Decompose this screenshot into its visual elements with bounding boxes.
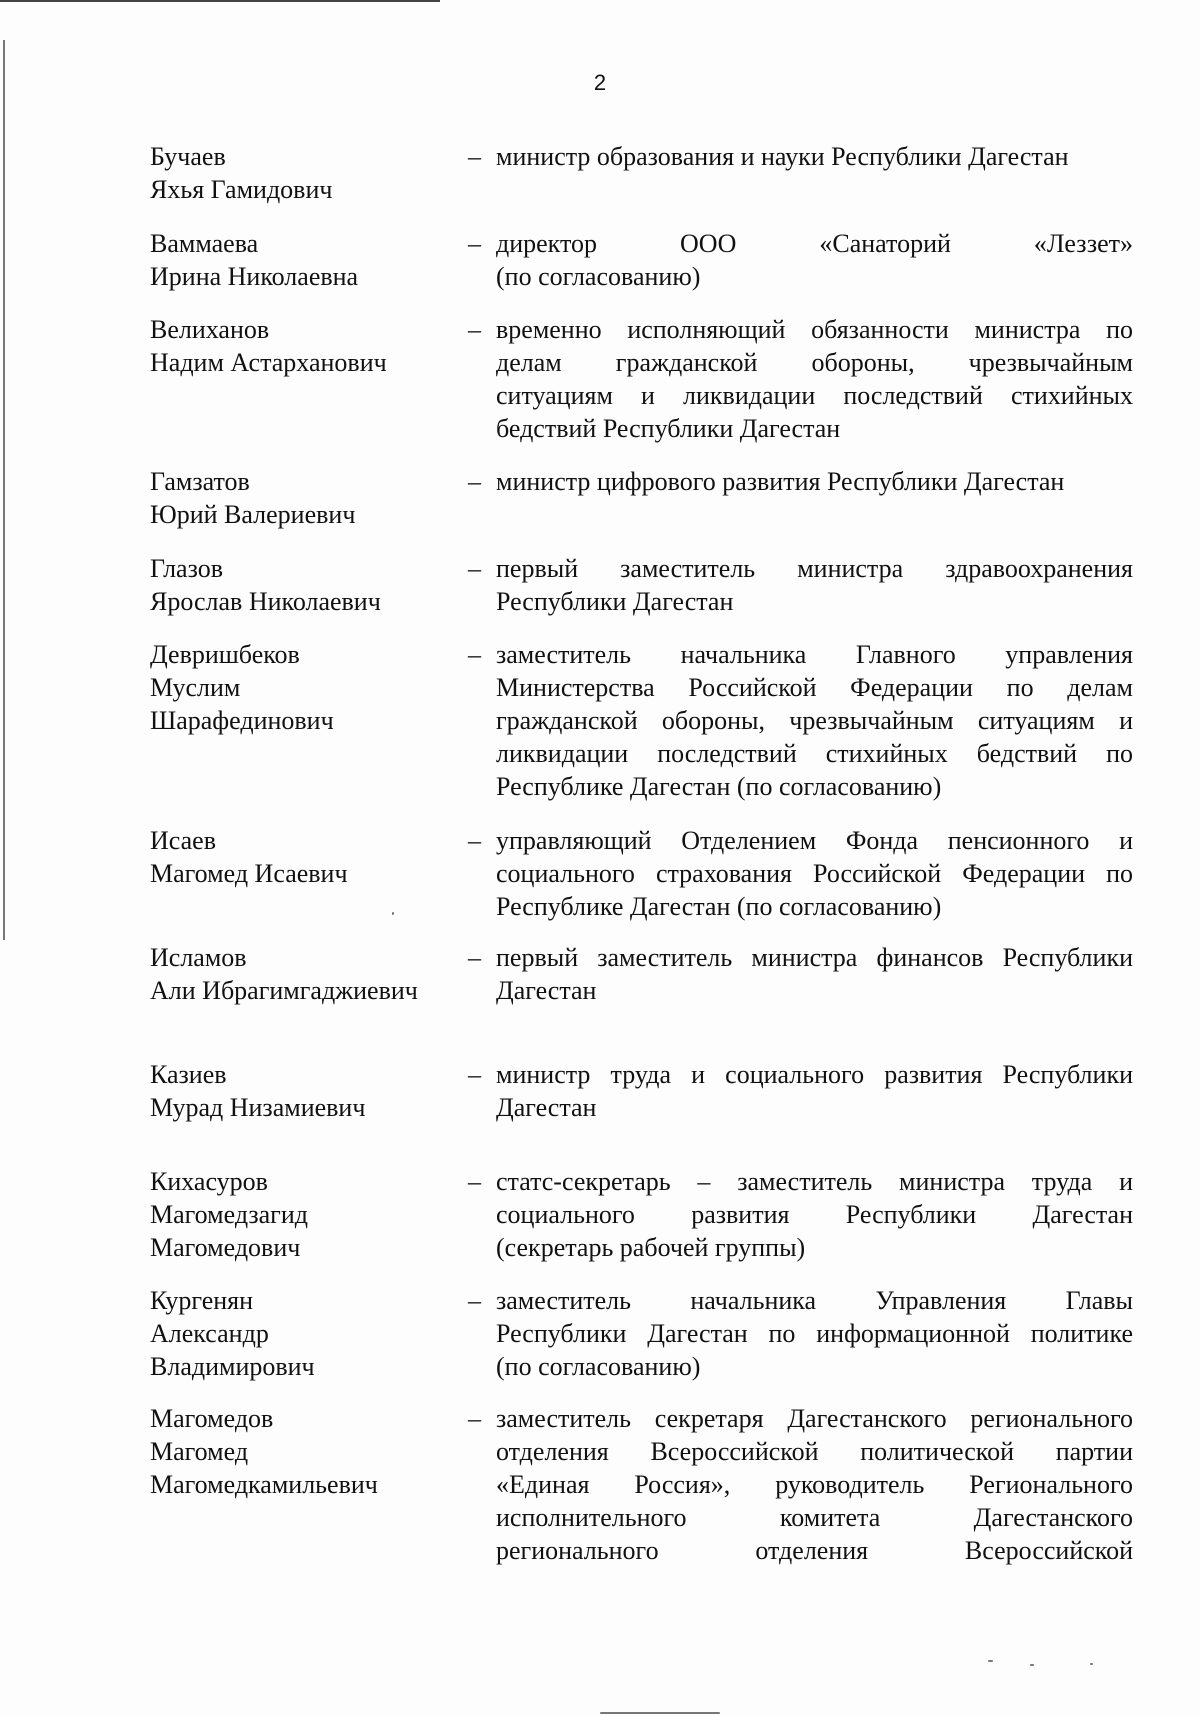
member-name-line: Магомедкамильевич bbox=[150, 1470, 378, 1499]
member-name-line: Казиев bbox=[150, 1060, 227, 1089]
member-position-line: Дагестан bbox=[496, 1093, 597, 1122]
member-position-line: ликвидации последствий стихийных бедствий по bbox=[496, 739, 1133, 768]
member-name bbox=[150, 140, 450, 206]
member-position-line: заместитель начальника Управления Главы bbox=[496, 1286, 1133, 1315]
member-position-line: делам гражданской обороны, чрезвычайным bbox=[496, 348, 1133, 377]
member-name-line: Велиханов bbox=[150, 315, 270, 344]
member-position-line: гражданской обороны, чрезвычайным ситуациям и bbox=[496, 706, 1133, 735]
member-position-line: (по согласованию) bbox=[496, 1352, 701, 1381]
member-name bbox=[150, 313, 450, 379]
scan-speck bbox=[392, 912, 394, 915]
scan-speck bbox=[600, 1712, 720, 1714]
member-position-line: социального страхования Российской Федерации по bbox=[496, 859, 1133, 888]
member-position-line: заместитель секретаря Дагестанского регионального bbox=[496, 1404, 1133, 1433]
member-position-line: (по согласованию) bbox=[496, 262, 701, 291]
member-name-line: Исаев bbox=[150, 826, 216, 855]
member-position-line: регионального отделения Всероссийской bbox=[496, 1536, 1133, 1565]
dash-separator: – bbox=[468, 1286, 481, 1315]
member-position-line: (секретарь рабочей группы) bbox=[496, 1233, 806, 1262]
member-name-line: Ирина Николаевна bbox=[150, 262, 359, 291]
scan-left-edge bbox=[3, 40, 5, 940]
member-name bbox=[150, 552, 450, 618]
member-position-line: первый заместитель министра здравоохранения bbox=[496, 554, 1133, 583]
dash-separator: – bbox=[468, 142, 481, 171]
member-position bbox=[496, 824, 1133, 923]
member-position-line: Дагестан bbox=[496, 976, 597, 1005]
scan-speck bbox=[1090, 1663, 1093, 1665]
member-name-line: Юрий Валериевич bbox=[150, 500, 356, 529]
member-name-line: Магомедзагид bbox=[150, 1200, 308, 1229]
member-name-line: Ваммаева bbox=[150, 229, 259, 258]
member-position-line: социального развития Республики Дагестан bbox=[496, 1200, 1133, 1229]
member-position bbox=[496, 140, 1133, 173]
member-name bbox=[150, 941, 450, 1007]
dash-separator: – bbox=[468, 826, 481, 855]
dash-separator: – bbox=[468, 467, 481, 496]
member-position-line: заместитель начальника Главного управления bbox=[496, 640, 1133, 669]
member-position bbox=[496, 465, 1133, 498]
member-name bbox=[150, 1284, 450, 1383]
member-position bbox=[496, 638, 1133, 803]
member-name bbox=[150, 1402, 450, 1501]
member-position bbox=[496, 552, 1133, 618]
member-position bbox=[496, 941, 1133, 1007]
scan-speck bbox=[988, 1660, 993, 1662]
member-name-line: Кургенян bbox=[150, 1286, 254, 1315]
dash-separator: – bbox=[468, 640, 481, 669]
member-name-line: Надим Астарханович bbox=[150, 348, 387, 377]
dash-separator: – bbox=[468, 315, 481, 344]
member-position bbox=[496, 1402, 1133, 1567]
member-position-line: временно исполняющий обязанности министра по bbox=[496, 315, 1133, 344]
member-position-line: министр цифрового развития Республики Дагестан bbox=[496, 467, 1065, 496]
member-position-line: управляющий Отделением Фонда пенсионного и bbox=[496, 826, 1133, 855]
member-name-line: Бучаев bbox=[150, 142, 226, 171]
scan-speck bbox=[1030, 1664, 1034, 1666]
member-position-line: Министерства Российской Федерации по делам bbox=[496, 673, 1133, 702]
member-position-line: бедствий Республики Дагестан bbox=[496, 414, 841, 443]
member-name-line: Мурад Низамиевич bbox=[150, 1093, 366, 1122]
member-position-line: исполнительного комитета Дагестанского bbox=[496, 1503, 1133, 1532]
member-position bbox=[496, 1165, 1133, 1264]
member-name-line: Магомедович bbox=[150, 1233, 301, 1262]
member-position-line: министр образования и науки Республики Дагестан bbox=[496, 142, 1069, 171]
member-position-line: директор ООО «Санаторий «Леззет» bbox=[496, 229, 1133, 258]
member-position-line: статс-секретарь – заместитель министра труда и bbox=[496, 1167, 1133, 1196]
scan-top-edge bbox=[0, 0, 440, 2]
member-name-line: Девришбеков bbox=[150, 640, 300, 669]
member-name bbox=[150, 1058, 450, 1124]
member-position-line: Республики Дагестан по информационной политике bbox=[496, 1319, 1133, 1348]
member-name bbox=[150, 1165, 450, 1264]
dash-separator: – bbox=[468, 1404, 481, 1433]
member-name-line: Магомедов bbox=[150, 1404, 274, 1433]
member-name-line: Ярослав Николаевич bbox=[150, 587, 381, 616]
member-name-line: Глазов bbox=[150, 554, 223, 583]
member-position bbox=[496, 313, 1133, 445]
member-name-line: Яхья Гамидович bbox=[150, 175, 333, 204]
member-position bbox=[496, 227, 1133, 293]
member-name-line: Исламов bbox=[150, 943, 247, 972]
dash-separator: – bbox=[468, 554, 481, 583]
member-name bbox=[150, 824, 450, 890]
member-position-line: Республике Дагестан (по согласованию) bbox=[496, 892, 942, 921]
member-name-line: Муслим bbox=[150, 673, 241, 702]
dash-separator: – bbox=[468, 229, 481, 258]
member-name-line: Александр bbox=[150, 1319, 269, 1348]
member-position-line: Республике Дагестан (по согласованию) bbox=[496, 772, 942, 801]
member-position-line: ситуациям и ликвидации последствий стихийных bbox=[496, 381, 1133, 410]
member-position-line: первый заместитель министра финансов Республики bbox=[496, 943, 1133, 972]
member-name bbox=[150, 638, 450, 737]
member-name bbox=[150, 227, 450, 293]
member-name-line: Владимирович bbox=[150, 1352, 315, 1381]
member-name-line: Али Ибрагимгаджиевич bbox=[150, 976, 418, 1005]
member-position bbox=[496, 1284, 1133, 1383]
member-name-line: Кихасуров bbox=[150, 1167, 268, 1196]
member-position-line: «Единая Россия», руководитель Регионального bbox=[496, 1470, 1133, 1499]
dash-separator: – bbox=[468, 1167, 481, 1196]
member-position-line: Республики Дагестан bbox=[496, 587, 734, 616]
dash-separator: – bbox=[468, 1060, 481, 1089]
member-name-line: Шарафединович bbox=[150, 706, 334, 735]
member-name-line: Магомед bbox=[150, 1437, 249, 1466]
member-position-line: министр труда и социального развития Республики bbox=[496, 1060, 1133, 1089]
member-name-line: Магомед Исаевич bbox=[150, 859, 348, 888]
member-name bbox=[150, 465, 450, 531]
member-name-line: Гамзатов bbox=[150, 467, 250, 496]
member-position-line: отделения Всероссийской политической партии bbox=[496, 1437, 1133, 1466]
member-position bbox=[496, 1058, 1133, 1124]
page-number: 2 bbox=[593, 70, 607, 95]
dash-separator: – bbox=[468, 943, 481, 972]
